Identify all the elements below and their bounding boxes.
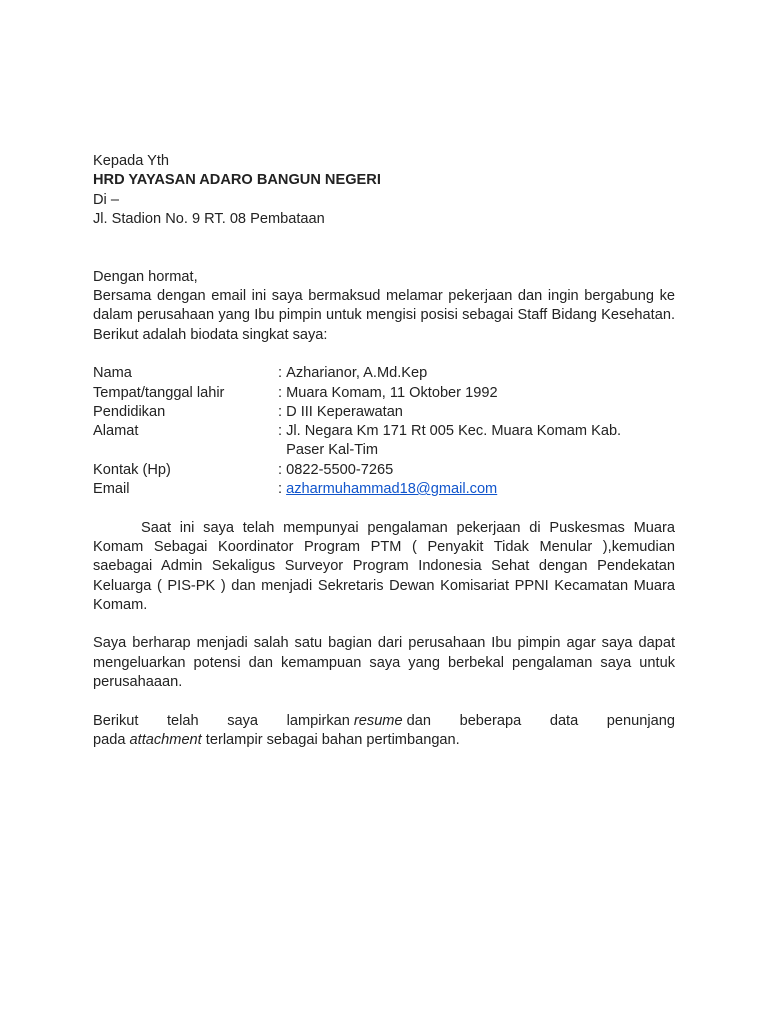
biodata-value: Muara Komam, 11 Oktober 1992: [286, 384, 498, 401]
closing-word: penunjang: [606, 712, 675, 729]
biodata-label: Tempat/tanggal lahir: [93, 384, 225, 401]
hope-paragraph: Saya berharap menjadi salah satu bagian dari perusahaan Ibu pimpin agar saya dapat mengeluarkan potensi dan kemampuan saya yang berbekal pengalaman saya untuk perusahaaan.: [93, 635, 675, 691]
recipient-organization: HRD YAYASAN ADARO BANGUN NEGERI: [93, 172, 381, 189]
biodata-label: Pendidikan: [93, 403, 166, 420]
biodata-value: D III Keperawatan: [286, 403, 403, 420]
experience-paragraph: Saat ini saya telah mempunyai pengalaman pekerjaan di Puskesmas Muara Komam Sebagai Koordinator Program PTM ( Penyakit Tidak Menular ),kemudian saebagai Admin Sekaligus Surveyor Program Indonesia Sehat dengan Pendekatan Keluarga ( PIS-PK ) dan menjadi Sekretaris Dewan Komisariat PPNI Kecamatan Muara Komam.: [93, 519, 675, 613]
spacer: [93, 692, 675, 711]
closing-line-2: [93, 731, 675, 750]
closing-word: lampirkan: [286, 712, 350, 729]
biodata-row-kontak: [93, 461, 675, 480]
opening-paragraph: Bersama dengan email ini saya bermaksud melamar pekerjaan dan ingin bergabung ke dalam perusahaan yang Ibu pimpin untuk mengisi posisi sebagai Staff Bidang Kesehatan. Berikut adalah biodata singkat saya:: [93, 288, 675, 343]
spacer: [93, 345, 675, 364]
spacer: [93, 229, 675, 248]
biodata-row-pendidikan: [93, 403, 675, 422]
biodata-row-nama: [93, 364, 675, 383]
closing-word: dan: [406, 712, 432, 729]
spacer: [93, 615, 675, 634]
address-line-2: Paser Kal-Tim: [286, 442, 379, 459]
biodata-value: [286, 480, 675, 499]
biodata-value: [286, 422, 675, 461]
greeting: Dengan hormat,: [93, 268, 198, 285]
biodata-row-email: [93, 480, 675, 499]
closing-word: telah: [166, 712, 199, 729]
biodata-label: Alamat: [93, 423, 139, 440]
biodata-colon: :: [278, 365, 287, 382]
biodata-colon: :: [278, 481, 287, 498]
closing-word: Berikut: [93, 712, 139, 729]
biodata-row-ttl: [93, 384, 675, 403]
closing-pre: pada: [93, 731, 130, 748]
resume-word: resume: [353, 712, 403, 729]
closing-post: terlampir sebagai bahan pertimbangan.: [201, 731, 460, 748]
biodata-colon: :: [278, 461, 287, 478]
biodata-label: Email: [93, 481, 130, 498]
recipient-salutation: Kepada Yth: [93, 153, 170, 169]
closing-line-1: [93, 712, 675, 731]
recipient-di: Di –: [93, 191, 119, 208]
closing-word: saya: [227, 712, 259, 729]
address-line-1: Jl. Negara Km 171 Rt 005 Kec. Muara Komam Kab.: [286, 423, 622, 440]
biodata-colon: :: [278, 423, 287, 440]
closing-word: beberapa: [459, 712, 522, 729]
biodata-table: [93, 364, 675, 499]
recipient-address: Jl. Stadion No. 9 RT. 08 Pembataan: [93, 210, 325, 227]
spacer: [93, 248, 675, 267]
biodata-colon: :: [278, 403, 287, 420]
biodata-colon: :: [278, 384, 287, 401]
biodata-label: Kontak (Hp): [93, 461, 171, 478]
spacer: [93, 499, 675, 518]
letter-body: [93, 152, 675, 750]
biodata-value: Azharianor, A.Md.Kep: [286, 365, 428, 382]
biodata-row-alamat: [93, 422, 675, 461]
biodata-label: Nama: [93, 365, 132, 382]
attachment-word: attachment: [129, 731, 202, 748]
closing-word-group: [287, 712, 431, 731]
closing-word: data: [549, 712, 579, 729]
biodata-value: 0822-5500-7265: [286, 461, 394, 478]
email-link[interactable]: azharmuhammad18@gmail.com: [286, 481, 498, 498]
